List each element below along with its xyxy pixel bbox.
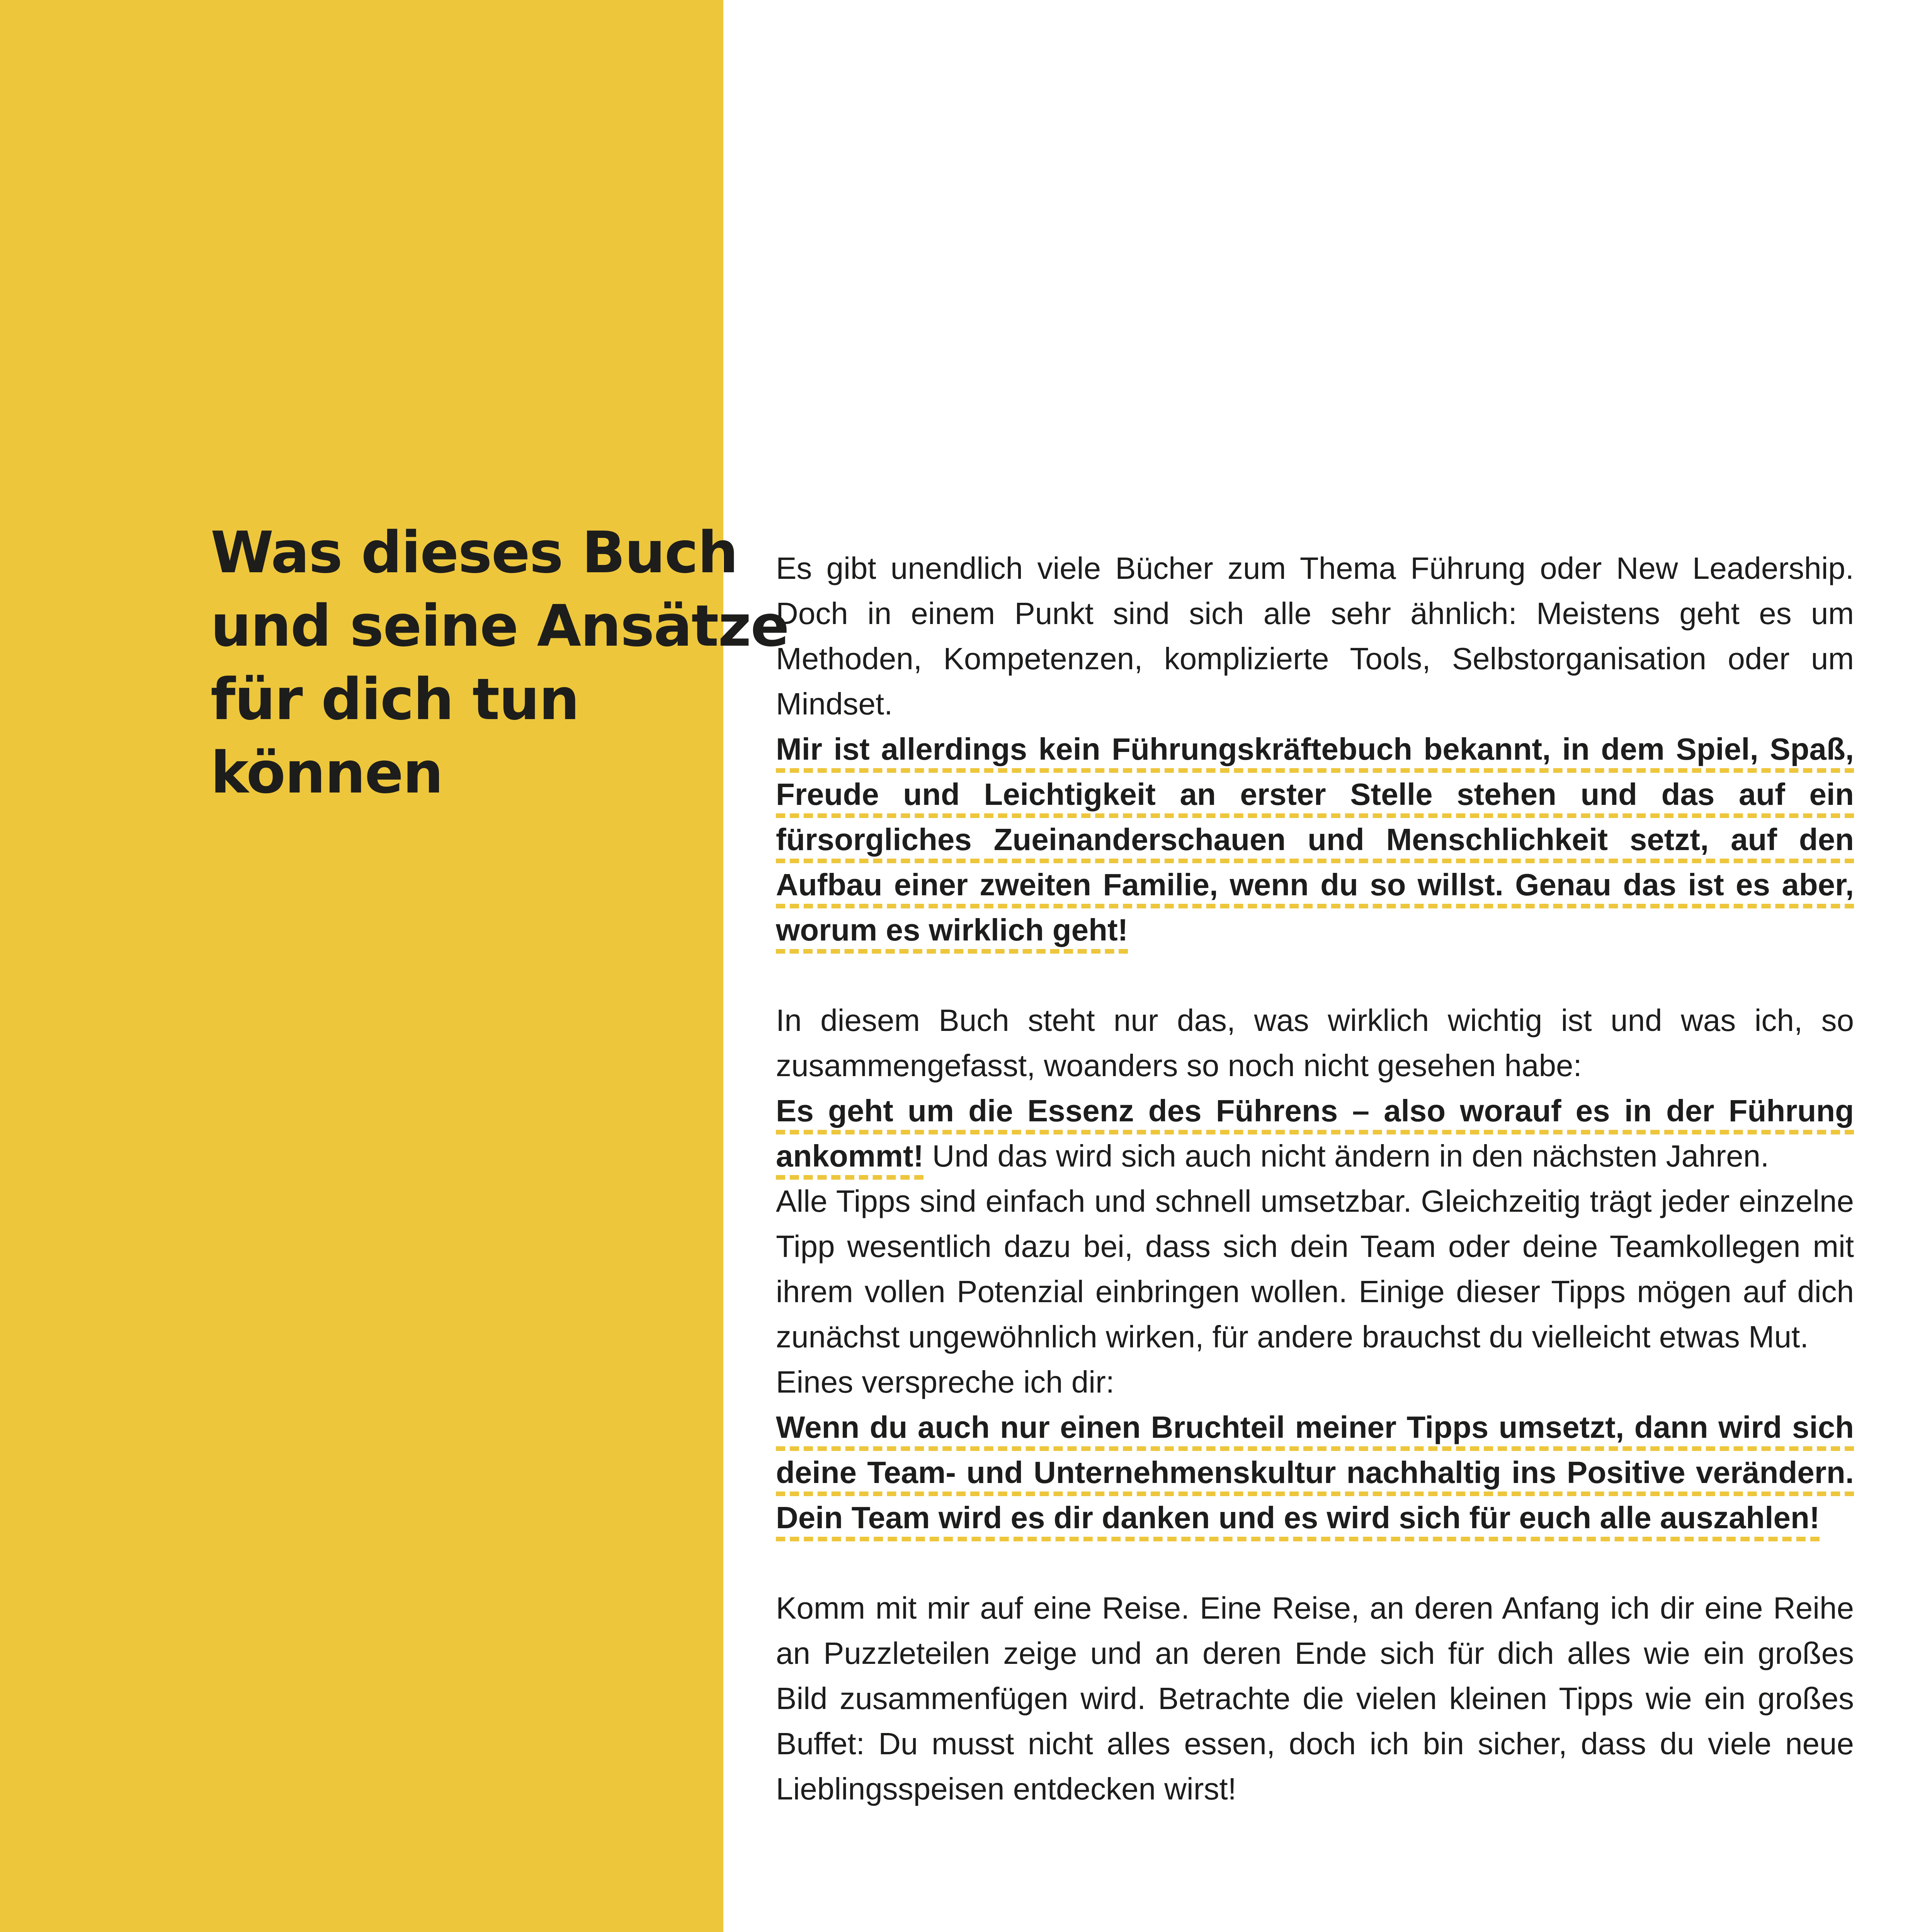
body-text: [776, 546, 1854, 1811]
paragraph-essence: [776, 1088, 1854, 1179]
paragraph-highlight: [776, 726, 1854, 952]
heading-line: für dich tun: [211, 666, 579, 733]
chapter-heading: [211, 516, 789, 810]
yellow-sidebar: [0, 0, 789, 1932]
heading-line: und seine Ansätze: [211, 593, 789, 659]
heading-line: Was dieses Buch: [211, 519, 738, 586]
highlighted-text: Es geht um die Essenz des Führens – also worauf es in der Führung ankommt!: [776, 1094, 1854, 1173]
plain-text: Und das wird sich auch nicht ändern in den nächsten Jahren.: [923, 1139, 1769, 1173]
paragraph-promise-intro: Eines verspreche ich dir:: [776, 1365, 1114, 1399]
paragraph-intro: Es gibt unendlich viele Bücher zum Thema Führung oder New Leadership. Doch in einem Punkt sind sich alle sehr ähnlich: Meistens geht es um Methoden, Kompetenzen, komplizierte Tools, Selbstorganisation oder um Mindset.: [776, 551, 1854, 721]
paragraph-book-content: In diesem Buch steht nur das, was wirklich wichtig ist und was ich, so zusammengefasst, woanders so noch nicht gesehen habe:: [776, 1003, 1854, 1083]
highlighted-text: Mir ist allerdings kein Führungskräftebuch bekannt, in dem Spiel, Spaß, Freude und Leichtigkeit an erster Stelle stehen und das auf ein fürsorgliches Zueinanderschauen und Menschlichkeit setzt, auf den Aufbau einer zweiten Familie, wenn du so willst. Genau das ist es aber, worum es wirklich geht!: [776, 732, 1854, 947]
paragraph-tips: Alle Tipps sind einfach und schnell umsetzbar. Gleichzeitig trägt jeder einzelne Tipp wesentlich dazu bei, dass sich dein Team oder deine Teamkollegen mit ihrem vollen Potenzial einbringen wollen. Einige dieser Tipps mögen auf dich zunächst ungewöhnlich wirken, für andere brauchst du vielleicht etwas Mut.: [776, 1184, 1854, 1354]
heading-line: können: [211, 740, 443, 806]
paragraph-journey: Komm mit mir auf eine Reise. Eine Reise, an deren Anfang ich dir eine Reihe an Puzzleteilen zeige und an deren Ende sich für dich alles wie ein großes Bild zusammenfügen wird. Betrachte die vielen kleinen Tipps wie ein großes Buffet: Du musst nicht alles essen, doch ich bin sicher, dass du viele neue Lieblingsspeisen entdecken wirst!: [776, 1591, 1854, 1806]
paragraph-promise: [776, 1405, 1854, 1540]
highlighted-text: Wenn du auch nur einen Bruchteil meiner Tipps umsetzt, dann wird sich deine Team- und Unternehmenskultur nachhaltig ins Positive verändern. Dein Team wird es dir danken und es wird sich für euch alle auszahlen!: [776, 1410, 1854, 1535]
